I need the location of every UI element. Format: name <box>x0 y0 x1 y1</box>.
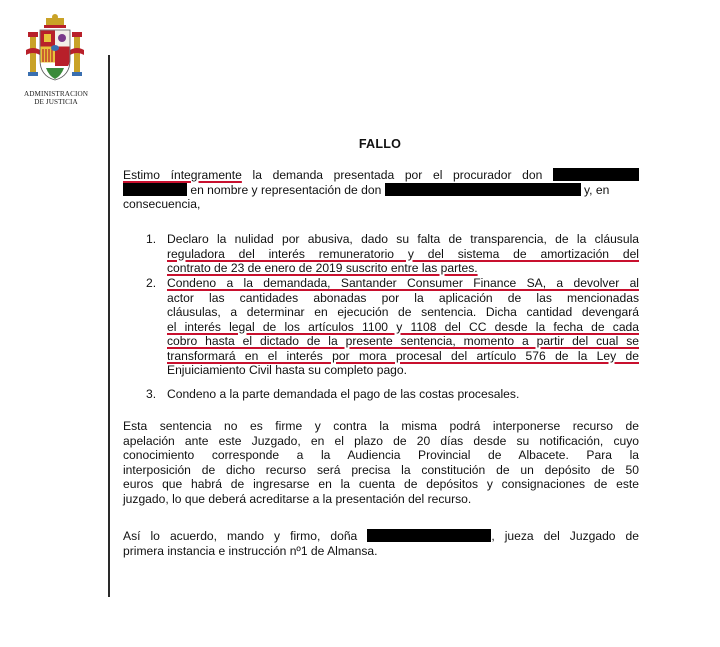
closing-text-1: Así lo acuerdo, mando y firmo, doña <box>123 529 368 543</box>
item-line: Condeno a la parte demandada el pago de las costas procesales. <box>167 387 520 401</box>
list-item <box>167 276 639 378</box>
paragraph-line: Esta sentencia no es firme y contra la misma podrá interponerse recurso de <box>123 419 639 433</box>
paragraph-line: apelación ante este Juzgado, en el plazo de 20 días desde su notificación, cuyo <box>123 433 639 448</box>
item-line: transformará en el interés por mora procesal del artículo 576 de la Ley de <box>167 348 639 363</box>
redaction-bar <box>367 529 491 542</box>
intro-line-2 <box>123 183 639 198</box>
item-line: reguladora del interés remuneratorio y del sistema de amortización del <box>167 246 639 261</box>
item-number: 2. <box>146 276 157 290</box>
item-line: el interés legal de los artículos 1100 y 1108 del CC desde la fecha de cada <box>167 319 639 334</box>
closing-paragraph <box>123 529 639 558</box>
closing-line-1 <box>123 529 639 544</box>
intro-line-3: consecuencia, <box>123 197 201 211</box>
organization-label-line2: DE JUSTICIA <box>34 98 78 106</box>
page-title: FALLO <box>358 137 402 151</box>
intro-line-1 <box>123 168 639 183</box>
item-number: 3. <box>146 387 157 401</box>
closing-text-2: , jueza del Juzgado de <box>491 529 640 543</box>
appeal-paragraph <box>123 419 639 506</box>
item-line: contrato de 23 de enero de 2019 suscrito entre las partes. <box>167 261 478 275</box>
list-item <box>167 387 639 402</box>
item-line: Condeno a la demandada, Santander Consumer Finance SA, a devolver al <box>167 276 639 290</box>
spanish-coat-of-arms-icon <box>24 14 86 88</box>
paragraph-line: juzgado, lo que deberá acreditarse a la presentación del recurso. <box>123 491 472 506</box>
item-line: cláusulas, a determinar en ejecución de sentencia. Dicha cantidad devengará <box>167 305 639 319</box>
redaction-bar <box>553 168 639 181</box>
paragraph-line: euros que habrá de ingresarse en la cuenta de depósitos y consignaciones de este <box>123 477 639 491</box>
paragraph-line: conocimiento corresponde a la Audiencia Provincial de Albacete. Para la <box>123 448 639 462</box>
intro-text-1: la demanda presentada por el procurador don <box>241 168 553 182</box>
paragraph-line: interposición de dicho recurso será precisa la constitución de un depósito de 50 <box>123 462 639 477</box>
redaction-bar <box>123 183 187 196</box>
intro-paragraph <box>123 168 639 212</box>
item-line: Declaro la nulidad por abusiva, dado su falta de transparencia, de la cláusula <box>167 232 639 246</box>
list-item <box>167 232 639 276</box>
organization-label <box>20 90 92 106</box>
item-line: actor las cantidades abonadas por la aplicación de las mencionadas <box>167 290 639 305</box>
item-line: Enjuiciamiento Civil hasta su completo pago. <box>167 363 407 377</box>
closing-line-2: primera instancia e instrucción nº1 de Almansa. <box>123 543 378 558</box>
intro-text-2: en nombre y representación de don <box>187 182 385 197</box>
intro-text-3: y, en <box>580 182 610 197</box>
item-number: 1. <box>146 232 157 246</box>
intro-highlight: Estimo íntegramente <box>123 168 242 182</box>
redaction-bar <box>385 183 581 196</box>
item-line: cobro hasta el dictado de la presente sentencia, momento a partir del cual se <box>167 334 639 348</box>
organization-label-line1: ADMINISTRACION <box>23 90 89 98</box>
